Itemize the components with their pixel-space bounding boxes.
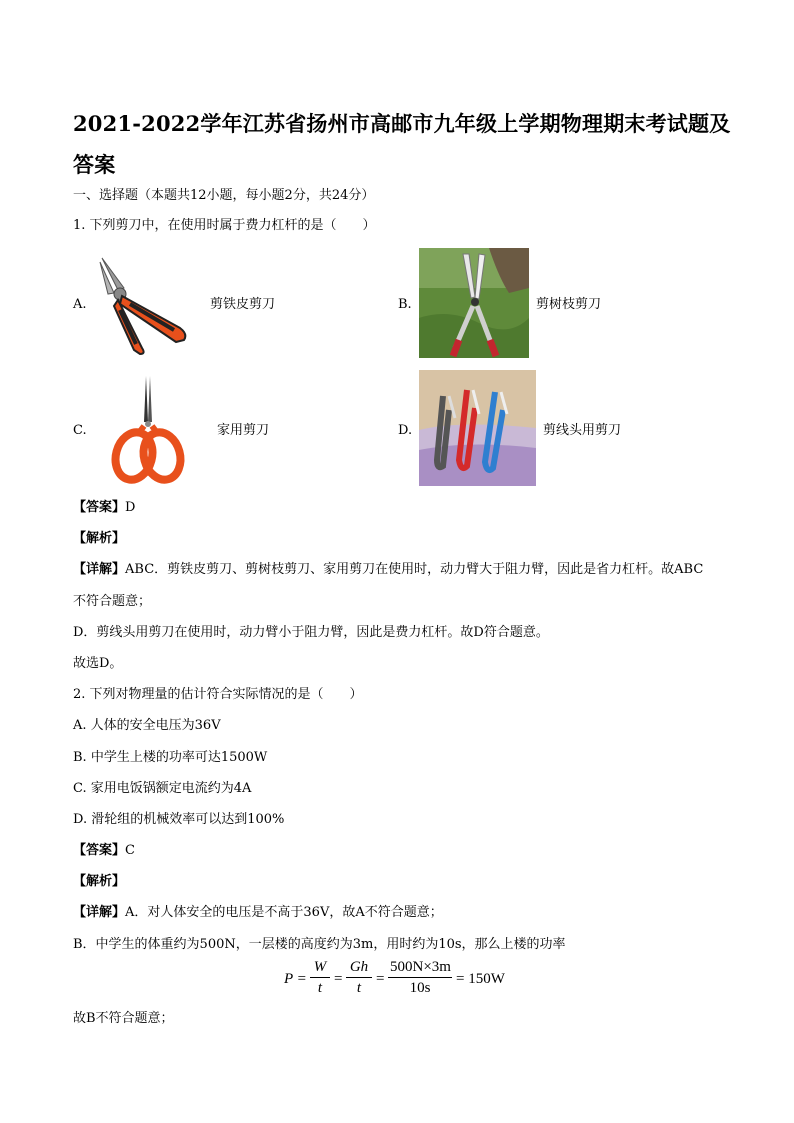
fraction-2-denominator: t (356, 980, 362, 996)
q2-option-b: B. 中学生上楼的功率可达1500W (73, 750, 268, 765)
q2-detail-2: B．中学生的体重约为500N，一层楼的高度约为3m，用时约为10s，那么上楼的功率 (73, 937, 566, 952)
q1-answer (73, 499, 135, 517)
thread-snips-image (419, 370, 536, 486)
fraction-2-numerator: Gh (346, 958, 372, 978)
q1-answer-value: D (125, 500, 136, 515)
section-heading: 一、选择题（本题共12小题，每小题2分，共24分） (73, 188, 375, 203)
question-2-stem: 2. 下列对物理量的估计符合实际情况的是（ ） (73, 687, 363, 702)
q2-answer (73, 842, 135, 860)
formula-result: = 150W (456, 971, 505, 987)
q1-detail-1 (73, 561, 703, 579)
q1-option-d-letter: D. (398, 423, 413, 438)
household-scissors-image (92, 372, 204, 486)
q2-detail-tag: 【详解】 (73, 905, 126, 920)
q1-answer-tag: 【答案】 (73, 500, 126, 515)
fraction-gh-over-t (346, 958, 372, 998)
q2-option-c: C. 家用电饭锅额定电流约为4A (73, 781, 252, 796)
q1-option-b-label: 剪树枝剪刀 (536, 297, 602, 312)
formula-lhs: P = (284, 971, 307, 987)
fraction-1-numerator: W (310, 958, 330, 978)
fraction-values (388, 958, 452, 998)
q1-option-c-letter: C. (73, 423, 87, 438)
q1-option-a-label: 剪铁皮剪刀 (210, 297, 276, 312)
q2-detail-1-text: A．对人体安全的电压是不高于36V，故A不符合题意； (125, 905, 443, 920)
fraction-3-denominator: 10s (409, 980, 431, 996)
q2-detail-3: 故B不符合题意； (73, 1011, 174, 1026)
q1-detail-2: 不符合题意； (73, 594, 152, 609)
formula-equals-2: = (376, 971, 385, 987)
q1-option-a-letter: A. (73, 297, 87, 312)
q1-conclusion: 故选D。 (73, 656, 123, 671)
hedge-shears-image (419, 248, 529, 358)
fraction-1-denominator: t (317, 980, 323, 996)
q2-answer-tag: 【答案】 (73, 843, 126, 858)
q2-option-d: D. 滑轮组的机械效率可以达到100% (73, 812, 285, 827)
q1-detail-tag: 【详解】 (73, 562, 126, 577)
q1-option-d-label: 剪线头用剪刀 (543, 423, 622, 438)
q2-analysis-tag: 【解析】 (73, 874, 126, 889)
q2-detail-1 (73, 904, 443, 922)
page-title: 2021-2022学年江苏省扬州市高邮市九年级上学期物理期末考试题及答案 (73, 111, 731, 177)
fraction-3-numerator: 500N×3m (388, 958, 452, 978)
q1-analysis-tag: 【解析】 (73, 531, 126, 546)
question-1-stem: 1. 下列剪刀中，在使用时属于费力杠杆的是（ ） (73, 218, 376, 233)
q1-detail-1-text: ABC．剪铁皮剪刀、剪树枝剪刀、家用剪刀在使用时，动力臂大于阻力臂，因此是省力杠杆。故ABC (125, 562, 704, 577)
metal-shears-image (90, 250, 205, 358)
q1-option-c-label: 家用剪刀 (217, 423, 270, 438)
q1-option-b-letter: B. (398, 297, 412, 312)
q1-detail-3: D．剪线头用剪刀在使用时，动力臂小于阻力臂，因此是费力杠杆。故D符合题意。 (73, 625, 549, 640)
q2-answer-value: C (125, 843, 135, 858)
q2-option-a: A. 人体的安全电压为36V (73, 718, 221, 733)
fraction-w-over-t (310, 958, 330, 998)
formula-equals-1: = (334, 971, 343, 987)
power-formula (284, 958, 514, 1006)
